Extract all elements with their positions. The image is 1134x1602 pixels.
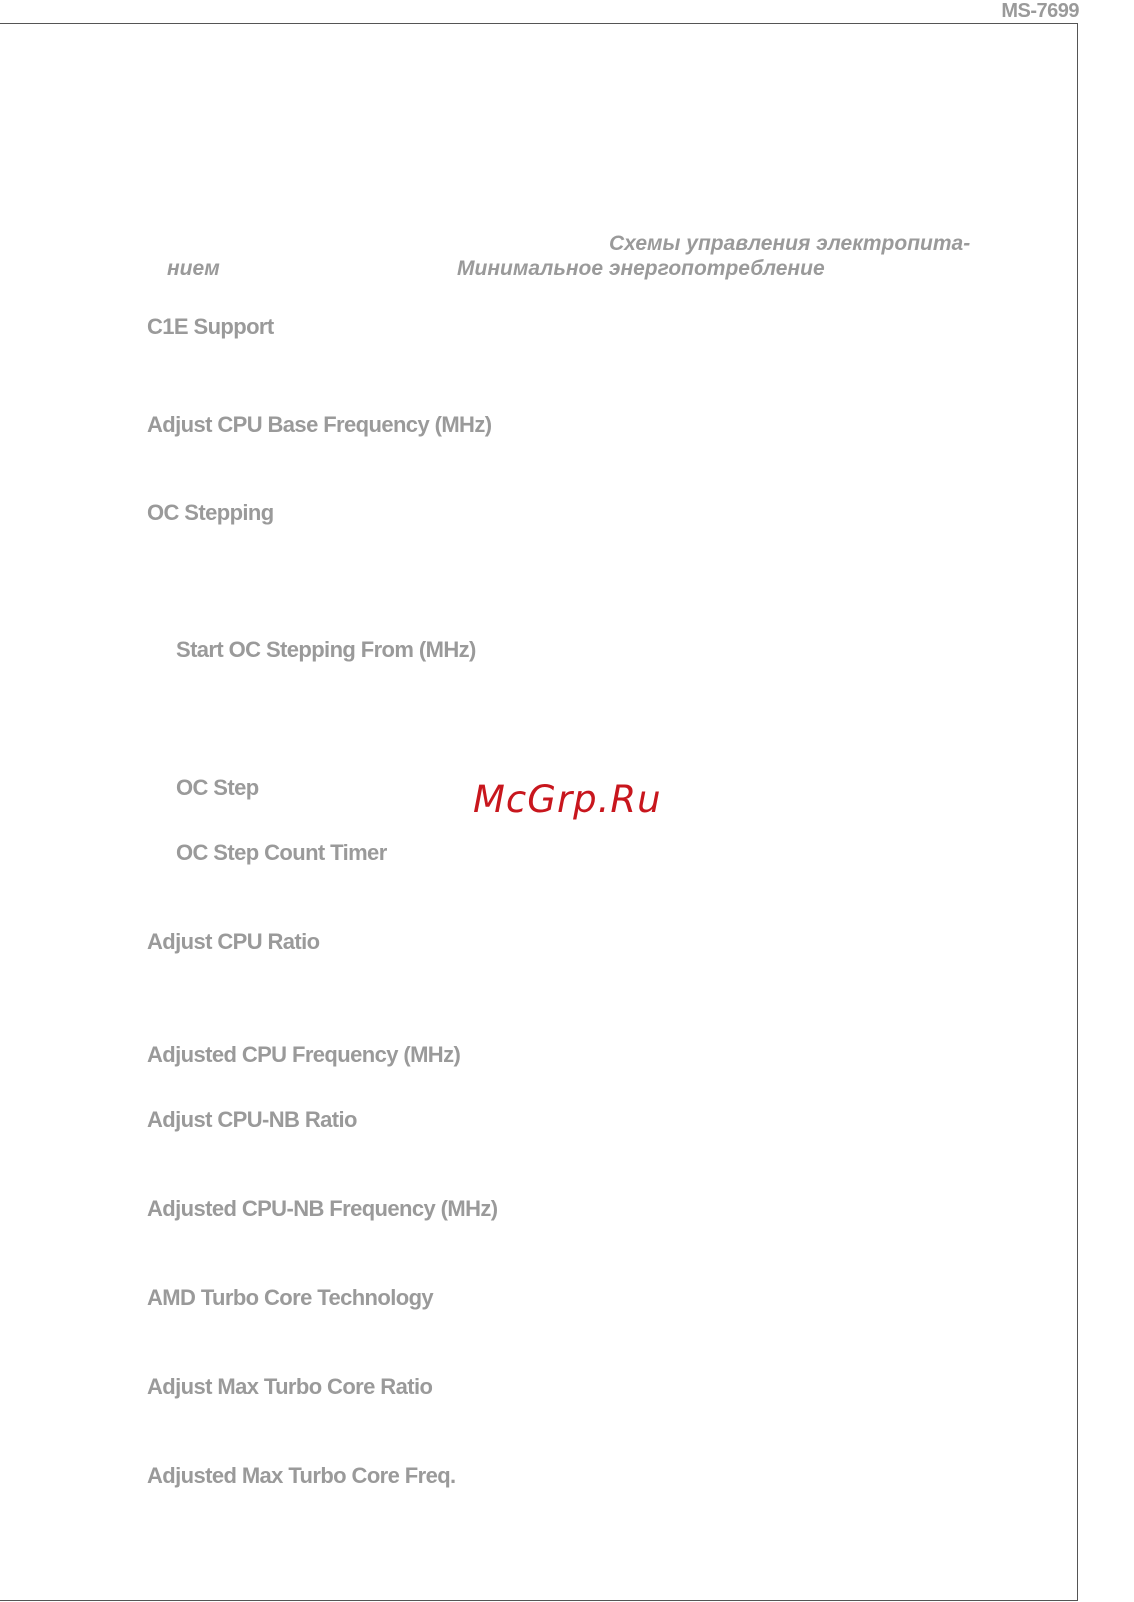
heading-adjust-cpu-nb-ratio: Adjust CPU-NB Ratio	[147, 1107, 357, 1132]
power-schemes-text-cont: нием	[167, 257, 220, 280]
heading-oc-step: OC Step	[176, 775, 259, 800]
heading-adjusted-cpu-frequency: Adjusted CPU Frequency (MHz)	[147, 1042, 461, 1067]
power-schemes-text: Схемы управления электропита-	[609, 232, 971, 255]
heading-amd-turbo-core-technology: AMD Turbo Core Technology	[147, 1285, 434, 1310]
frame-top-line	[0, 23, 1078, 24]
frame-right-line	[1077, 23, 1078, 1601]
heading-adjust-max-turbo-core-ratio: Adjust Max Turbo Core Ratio	[147, 1374, 433, 1399]
heading-oc-stepping: OC Stepping	[147, 500, 274, 525]
heading-oc-step-count-timer: OC Step Count Timer	[176, 840, 387, 865]
heading-start-oc-stepping-from: Start OC Stepping From (MHz)	[176, 637, 476, 662]
min-power-text: Минимальное энергопотребление	[457, 257, 825, 280]
frame-bottom-line	[0, 1600, 1078, 1601]
heading-adjust-cpu-base-frequency: Adjust CPU Base Frequency (MHz)	[147, 412, 492, 437]
heading-adjusted-max-turbo-core-freq: Adjusted Max Turbo Core Freq.	[147, 1463, 456, 1488]
heading-c1e-support: C1E Support	[147, 314, 274, 339]
model-number: MS-7699	[1001, 0, 1079, 22]
heading-adjusted-cpu-nb-frequency: Adjusted CPU-NB Frequency (MHz)	[147, 1196, 498, 1221]
heading-adjust-cpu-ratio: Adjust CPU Ratio	[147, 929, 320, 954]
watermark-logo: McGrp.Ru	[473, 778, 662, 821]
